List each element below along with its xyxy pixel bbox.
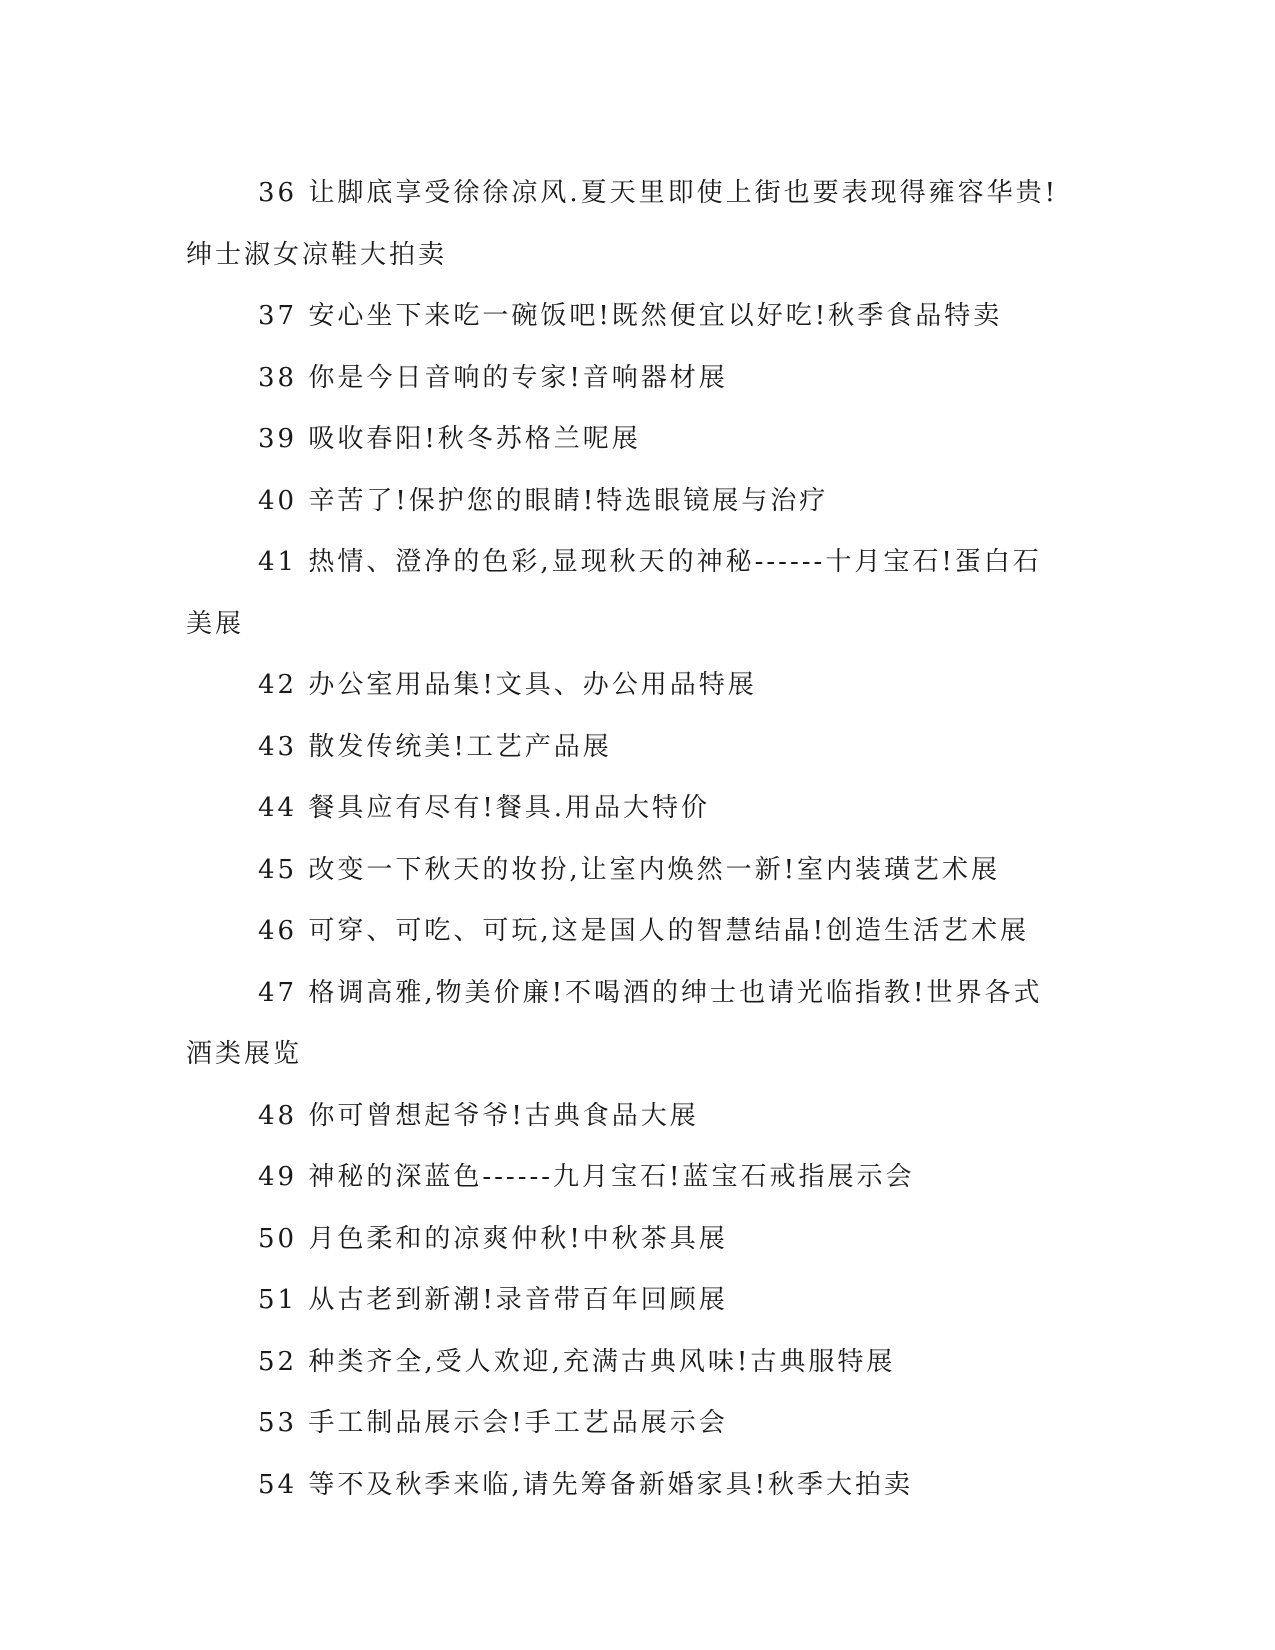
list-item: 47 格调高雅,物美价廉!不喝酒的绅士也请光临指教!世界各式酒类展览 <box>186 977 1043 1069</box>
list-item: 49 神秘的深蓝色------九月宝石!蓝宝石戒指展示会 <box>258 1162 915 1192</box>
slogan-list <box>186 163 1066 1516</box>
list-item: 50 月色柔和的凉爽仲秋!中秋茶具展 <box>258 1223 728 1254</box>
list-item: 39 吸收春阳!秋冬苏格兰呢展 <box>258 424 641 454</box>
list-item: 52 种类齐全,受人欢迎,充满古典风味!古典服特展 <box>258 1346 896 1377</box>
list-item: 51 从古老到新潮!录音带百年回顾展 <box>258 1285 728 1315</box>
list-item: 36 让脚底享受徐徐凉风.夏天里即使上街也要表现得雍容华贵!绅士淑女凉鞋大拍卖 <box>186 178 1059 270</box>
list-item: 41 热情、澄净的色彩,显现秋天的神秘------十月宝石!蛋白石美展 <box>186 547 1042 639</box>
list-item: 37 安心坐下来吃一碗饭吧!既然便宜以好吃!秋季食品特卖 <box>258 301 1003 331</box>
list-item: 43 散发传统美!工艺产品展 <box>258 731 612 762</box>
list-item: 45 改变一下秋天的妆扮,让室内焕然一新!室内装璜艺术展 <box>258 854 1001 885</box>
list-item: 54 等不及秋季来临,请先筹备新婚家具!秋季大拍卖 <box>258 1469 914 1500</box>
list-item: 44 餐具应有尽有!餐具.用品大特价 <box>258 793 711 823</box>
list-item: 40 辛苦了!保护您的眼睛!特选眼镜展与治疗 <box>258 485 829 516</box>
list-item: 46 可穿、可吃、可玩,这是国人的智慧结晶!创造生活艺术展 <box>258 916 1030 946</box>
list-item: 48 你可曾想起爷爷!古典食品大展 <box>258 1100 699 1131</box>
list-item: 53 手工制品展示会!手工艺品展示会 <box>258 1408 728 1438</box>
list-item: 42 办公室用品集!文具、办公用品特展 <box>258 670 757 700</box>
list-item: 38 你是今日音响的专家!音响器材展 <box>258 362 728 393</box>
